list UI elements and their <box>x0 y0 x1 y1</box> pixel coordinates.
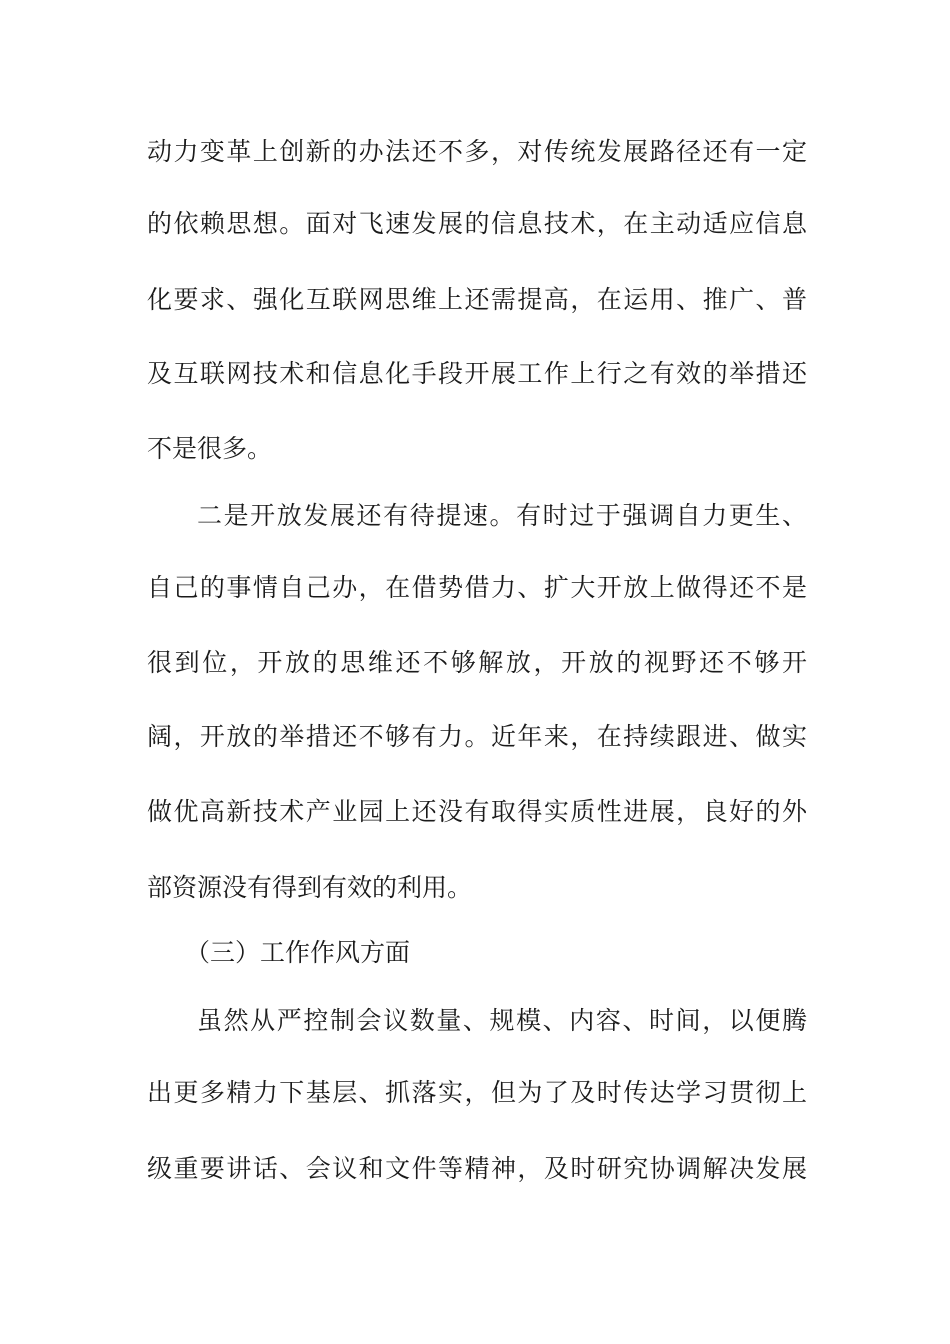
section-heading: （三）工作作风方面 <box>185 938 411 967</box>
paragraph-line-9: 阔，开放的举措还不够有力。近年来，在持续跟进、做实 <box>147 722 807 751</box>
paragraph-line-14: 级重要讲话、会议和文件等精神，及时研究协调解决发展 <box>147 1154 807 1183</box>
paragraph-line-10: 做优高新技术产业园上还没有取得实质性进展，良好的外 <box>147 797 807 826</box>
paragraph-line-11: 部资源没有得到有效的利用。 <box>147 873 473 902</box>
paragraph-line-6: 二是开放发展还有待提速。有时过于强调自力更生、 <box>197 501 807 530</box>
paragraph-line-12: 虽然从严控制会议数量、规模、内容、时间，以便腾 <box>197 1006 807 1035</box>
paragraph-line-4: 及互联网技术和信息化手段开展工作上行之有效的举措还 <box>147 359 807 388</box>
paragraph-line-7: 自己的事情自己办，在借势借力、扩大开放上做得还不是 <box>147 573 807 602</box>
paragraph-line-2: 的依赖思想。面对飞速发展的信息技术，在主动适应信息 <box>147 209 807 238</box>
paragraph-line-3: 化要求、强化互联网思维上还需提高，在运用、推广、普 <box>147 285 807 314</box>
paragraph-line-13: 出更多精力下基层、抓落实，但为了及时传达学习贯彻上 <box>147 1078 807 1107</box>
paragraph-line-8: 很到位，开放的思维还不够解放，开放的视野还不够开 <box>147 648 807 677</box>
paragraph-line-5: 不是很多。 <box>147 434 273 463</box>
paragraph-line-1: 动力变革上创新的办法还不多，对传统发展路径还有一定 <box>147 137 807 166</box>
